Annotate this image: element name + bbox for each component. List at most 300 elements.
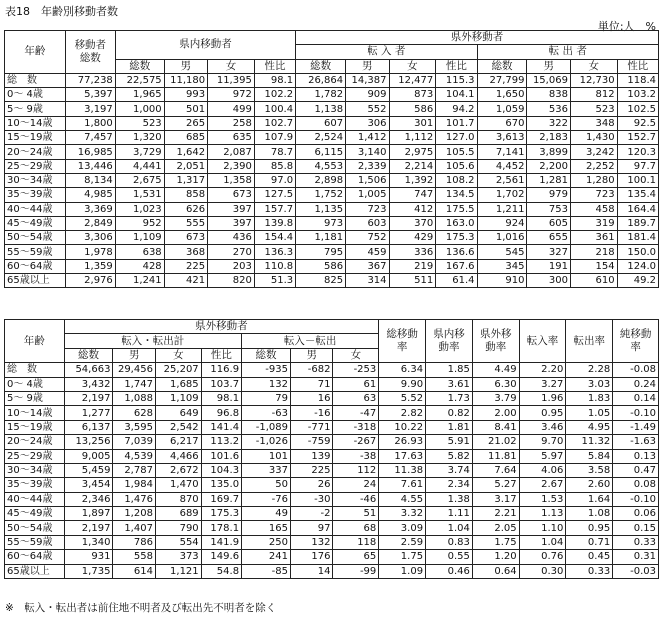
value-cell: 373 [155,550,201,564]
value-cell: 0.64 [472,564,519,578]
value-cell: 459 [346,245,389,259]
value-cell: 175.3 [201,507,241,521]
age-group-cell: 40～44歳 [5,492,65,506]
value-cell: 2,542 [155,420,201,434]
value-cell: 1,531 [115,188,164,202]
value-cell: 0.82 [426,406,473,420]
table-row [5,391,659,405]
value-cell: 1,470 [155,478,201,492]
header-total-movers: 移動者 総数 [65,31,115,74]
age-group-cell: 65歳以上 [5,564,65,578]
value-cell: 685 [164,131,207,145]
age-group-cell: 5～ 9歳 [5,102,66,116]
value-cell: 300 [527,274,570,288]
header-net-rate: 純移動 率 [613,320,659,363]
value-cell: 670 [477,116,527,130]
value-cell: 219 [389,259,436,273]
value-cell: 635 [208,131,255,145]
value-cell: 127.0 [436,131,477,145]
value-cell: 10.22 [379,420,426,434]
value-cell: 1,277 [64,406,113,420]
value-cell: 336 [389,245,436,259]
value-cell: 673 [164,231,207,245]
table-row [5,116,659,130]
subheader-cell: 男 [164,59,207,73]
value-cell: 337 [242,463,291,477]
value-cell: 3.46 [519,420,566,434]
subheader-cell: 女 [208,59,255,73]
value-cell: 2,051 [164,159,207,173]
value-cell: 973 [296,216,346,230]
value-cell: -0.10 [613,492,659,506]
value-cell: 3,197 [65,102,115,116]
value-cell: 2.59 [379,535,426,549]
value-cell: 931 [64,550,113,564]
table-row [5,102,659,116]
value-cell: 1,735 [64,564,113,578]
age-group-cell: 15～19歳 [5,420,65,434]
value-cell: 169.7 [201,492,241,506]
value-cell: 2,849 [65,216,115,230]
value-cell: 4.95 [566,420,613,434]
subheader-cell: 総数 [115,59,164,73]
value-cell: 3,140 [346,145,389,159]
value-cell: 1.10 [519,521,566,535]
value-cell: 4.55 [379,492,426,506]
value-cell: 141.9 [201,535,241,549]
value-cell: 397 [208,216,255,230]
header-in-rate: 転入率 [519,320,566,363]
table-row [5,377,659,391]
value-cell: 6.30 [472,377,519,391]
value-cell: 167.6 [436,259,477,273]
subheader-cell: 総数 [242,348,291,362]
table-row [5,216,659,230]
table-row [5,363,659,377]
value-cell: 628 [113,406,156,420]
value-cell: 2,524 [296,131,346,145]
value-cell: 2.28 [566,363,613,377]
subheader-cell: 性比 [201,348,241,362]
value-cell: 0.33 [566,564,613,578]
value-cell: 1.53 [519,492,566,506]
value-cell: 49 [242,507,291,521]
value-cell: 189.7 [617,216,658,230]
value-cell: -935 [242,363,291,377]
value-cell: 3.27 [519,377,566,391]
value-cell: 225 [164,259,207,273]
value-cell: 1,702 [477,188,527,202]
value-cell: 5.97 [519,449,566,463]
value-cell: 2.20 [519,363,566,377]
value-cell: 98.1 [201,391,241,405]
table-row [5,406,659,420]
table-row [5,478,659,492]
value-cell: 1,752 [296,188,346,202]
value-cell: 361 [570,231,617,245]
table-row [5,202,659,216]
value-cell: 626 [164,202,207,216]
value-cell: 152.7 [617,131,658,145]
value-cell: 16 [290,391,333,405]
subheader-cell: 男 [527,59,570,73]
value-cell: 11.38 [379,463,426,477]
age-group-cell: 総 数 [5,363,65,377]
movers-by-age-table [4,30,659,288]
value-cell: 11.32 [566,435,613,449]
footnote: ※ 転入・転出者は前住地不明者及び転出先不明者を除く [5,602,277,614]
header-age: 年齢 [5,320,65,363]
age-group-cell: 25～29歳 [5,159,66,173]
value-cell: 127.5 [254,188,295,202]
value-cell: 150.0 [617,245,658,259]
value-cell: 154 [570,259,617,273]
table-row [5,435,659,449]
value-cell: 397 [208,202,255,216]
value-cell: 26.93 [379,435,426,449]
value-cell: 1.04 [519,535,566,549]
table-row [5,88,659,102]
value-cell: 0.83 [426,535,473,549]
subheader-cell: 男 [113,348,156,362]
value-cell: 412 [389,202,436,216]
value-cell: 4.49 [472,363,519,377]
value-cell: 258 [208,116,255,130]
subheader-cell: 女 [389,59,436,73]
value-cell: 2,390 [208,159,255,173]
value-cell: -1.63 [613,435,659,449]
value-cell: 107.9 [254,131,295,145]
value-cell: -253 [333,363,379,377]
table-row [5,188,659,202]
value-cell: 1,000 [115,102,164,116]
value-cell: 1,642 [164,145,207,159]
header-age: 年齢 [5,31,66,74]
age-group-cell: 10～14歳 [5,406,65,420]
value-cell: 78.7 [254,145,295,159]
value-cell: 1.75 [472,535,519,549]
subheader-cell: 総数 [477,59,527,73]
age-group-cell: 10～14歳 [5,116,66,130]
value-cell: 370 [389,216,436,230]
value-cell: 136.6 [436,245,477,259]
value-cell: -16 [290,406,333,420]
unit-label: 単位:人 % [597,20,656,33]
value-cell: -682 [290,363,333,377]
value-cell: 4.06 [519,463,566,477]
value-cell: 2,087 [208,145,255,159]
value-cell: 1,965 [115,88,164,102]
value-cell: 16,985 [65,145,115,159]
value-cell: 0.31 [613,550,659,564]
value-cell: 101 [242,449,291,463]
value-cell: 11,395 [208,73,255,87]
value-cell: 1.08 [566,507,613,521]
value-cell: 5.27 [472,478,519,492]
value-cell: 1,181 [296,231,346,245]
value-cell: -30 [290,492,333,506]
value-cell: 1.96 [519,391,566,405]
value-cell: 972 [208,88,255,102]
value-cell: 27,799 [477,73,527,87]
value-cell: 545 [477,245,527,259]
value-cell: 0.15 [613,521,659,535]
value-cell: -2 [290,507,333,521]
value-cell: 13,256 [64,435,113,449]
value-cell: 2,672 [155,463,201,477]
value-cell: 54.8 [201,564,241,578]
value-cell: 3.79 [472,391,519,405]
age-group-cell: 55～59歳 [5,535,65,549]
value-cell: 552 [346,102,389,116]
value-cell: 163.0 [436,216,477,230]
value-cell: 0.76 [519,550,566,564]
value-cell: 26 [290,478,333,492]
subheader-cell: 女 [570,59,617,73]
value-cell: 870 [155,492,201,506]
value-cell: 5,459 [64,463,113,477]
value-cell: 4,441 [115,159,164,173]
value-cell: 0.06 [613,507,659,521]
value-cell: 218 [570,245,617,259]
value-cell: 786 [113,535,156,549]
value-cell: 723 [346,202,389,216]
value-cell: 96.8 [201,406,241,420]
value-cell: 0.13 [613,449,659,463]
value-cell: 2.34 [426,478,473,492]
value-cell: 7,141 [477,145,527,159]
value-cell: 265 [164,116,207,130]
value-cell: -46 [333,492,379,506]
value-cell: -0.03 [613,564,659,578]
value-cell: 77,238 [65,73,115,87]
value-cell: 2,197 [64,521,113,535]
value-cell: 348 [570,116,617,130]
value-cell: 9.70 [519,435,566,449]
value-cell: 4,452 [477,159,527,173]
value-cell: 6.34 [379,363,426,377]
header-inter-rate: 県外移 動率 [472,320,519,363]
value-cell: 0.33 [613,535,659,549]
subheader-cell: 男 [290,348,333,362]
age-group-cell: 25～29歳 [5,449,65,463]
value-cell: -771 [290,420,333,434]
value-cell: -76 [242,492,291,506]
value-cell: 3.74 [426,463,473,477]
value-cell: 105.6 [436,159,477,173]
value-cell: 7.64 [472,463,519,477]
table-row [5,73,659,87]
value-cell: 555 [164,216,207,230]
header-intra-rate: 県内移 動率 [426,320,473,363]
value-cell: 141.4 [201,420,241,434]
value-cell: 51.3 [254,274,295,288]
table-row [5,564,659,578]
value-cell: 1.83 [566,391,613,405]
value-cell: 2.82 [379,406,426,420]
value-cell: 11,180 [164,73,207,87]
value-cell: 723 [570,188,617,202]
value-cell: 421 [164,274,207,288]
header-in-out-sum: 転入・転出計 [64,334,242,348]
value-cell: 3.03 [566,377,613,391]
table-row [5,259,659,273]
value-cell: 14 [290,564,333,578]
value-cell: 523 [570,102,617,116]
table-row [5,245,659,259]
value-cell: 102.5 [617,102,658,116]
value-cell: 1,135 [296,202,346,216]
age-group-cell: 0～ 4歳 [5,377,65,391]
value-cell: 523 [115,116,164,130]
value-cell: 429 [389,231,436,245]
value-cell: 820 [208,274,255,288]
value-cell: 979 [527,188,570,202]
table-row [5,145,659,159]
value-cell: 586 [389,102,436,116]
age-group-cell: 5～ 9歳 [5,391,65,405]
value-cell: 3,432 [64,377,113,391]
value-cell: 1,211 [477,202,527,216]
subheader-cell: 総数 [296,59,346,73]
value-cell: 1,005 [346,188,389,202]
value-cell: 1,317 [164,173,207,187]
value-cell: 499 [208,102,255,116]
value-cell: 241 [242,550,291,564]
value-cell: 428 [115,259,164,273]
value-cell: 1,138 [296,102,346,116]
value-cell: 0.08 [613,478,659,492]
value-cell: -0.08 [613,363,659,377]
value-cell: -63 [242,406,291,420]
table-row [5,420,659,434]
value-cell: -1.49 [613,420,659,434]
value-cell: 0.55 [426,550,473,564]
value-cell: 367 [346,259,389,273]
value-cell: 610 [570,274,617,288]
value-cell: 139.8 [254,216,295,230]
value-cell: 1,112 [389,131,436,145]
value-cell: 3.58 [566,463,613,477]
value-cell: 1,059 [477,102,527,116]
value-cell: 97.7 [617,159,658,173]
value-cell: 135.4 [617,188,658,202]
value-cell: 102.2 [254,88,295,102]
value-cell: 3,613 [477,131,527,145]
age-group-cell: 30～34歳 [5,463,65,477]
value-cell: 314 [346,274,389,288]
value-cell: 1,747 [113,377,156,391]
value-cell: 1,685 [155,377,201,391]
value-cell: 104.3 [201,463,241,477]
value-cell: 1,280 [570,173,617,187]
value-cell: 436 [208,231,255,245]
value-cell: 1.75 [379,550,426,564]
subheader-cell: 性比 [436,59,477,73]
value-cell: 110.8 [254,259,295,273]
value-cell: 9,005 [64,449,113,463]
value-cell: 554 [155,535,201,549]
value-cell: 1.64 [566,492,613,506]
value-cell: 3,306 [65,231,115,245]
value-cell: 2.67 [519,478,566,492]
value-cell: 993 [164,88,207,102]
value-cell: 795 [296,245,346,259]
value-cell: -759 [290,435,333,449]
age-group-cell: 45～49歳 [5,216,66,230]
value-cell: 49.2 [617,274,658,288]
value-cell: 511 [389,274,436,288]
value-cell: 112 [333,463,379,477]
age-group-cell: 20～24歳 [5,145,66,159]
value-cell: 3.09 [379,521,426,535]
value-cell: -1,089 [242,420,291,434]
subheader-cell: 女 [155,348,201,362]
value-cell: 1,412 [346,131,389,145]
table-row [5,550,659,564]
age-group-cell: 15～19歳 [5,131,66,145]
value-cell: 2.05 [472,521,519,535]
value-cell: 0.45 [566,550,613,564]
value-cell: 790 [155,521,201,535]
table-title: 表18 年齢別移動者数 [5,5,118,18]
value-cell: 3,454 [64,478,113,492]
value-cell: 0.24 [613,377,659,391]
value-cell: 26,864 [296,73,346,87]
header-intra-prefecture: 県内移動者 [115,31,295,60]
value-cell: 11.81 [472,449,519,463]
age-group-cell: 65歳以上 [5,274,66,288]
value-cell: 71 [290,377,333,391]
value-cell: -99 [333,564,379,578]
value-cell: 924 [477,216,527,230]
value-cell: 1,506 [346,173,389,187]
value-cell: 1,392 [389,173,436,187]
value-cell: 100.1 [617,173,658,187]
value-cell: 17.63 [379,449,426,463]
value-cell: 134.5 [436,188,477,202]
value-cell: 101.6 [201,449,241,463]
value-cell: 1,281 [527,173,570,187]
value-cell: 3,242 [570,145,617,159]
value-cell: 116.9 [201,363,241,377]
value-cell: 157.7 [254,202,295,216]
value-cell: 164.4 [617,202,658,216]
value-cell: 0.95 [566,521,613,535]
value-cell: -1,026 [242,435,291,449]
table-row [5,507,659,521]
value-cell: 4,466 [155,449,201,463]
value-cell: -318 [333,420,379,434]
value-cell: 51 [333,507,379,521]
value-cell: 113.2 [201,435,241,449]
value-cell: 24 [333,478,379,492]
value-cell: 65 [333,550,379,564]
value-cell: 1.20 [472,550,519,564]
value-cell: 873 [389,88,436,102]
value-cell: 25,207 [155,363,201,377]
value-cell: 6,137 [64,420,113,434]
value-cell: 1,984 [113,478,156,492]
value-cell: 322 [527,116,570,130]
value-cell: 1.81 [426,420,473,434]
value-cell: 909 [346,88,389,102]
header-out-movers: 転 出 者 [477,45,658,59]
value-cell: 132 [290,535,333,549]
value-cell: 2,675 [115,173,164,187]
value-cell: 858 [164,188,207,202]
age-group-cell: 40～44歳 [5,202,66,216]
